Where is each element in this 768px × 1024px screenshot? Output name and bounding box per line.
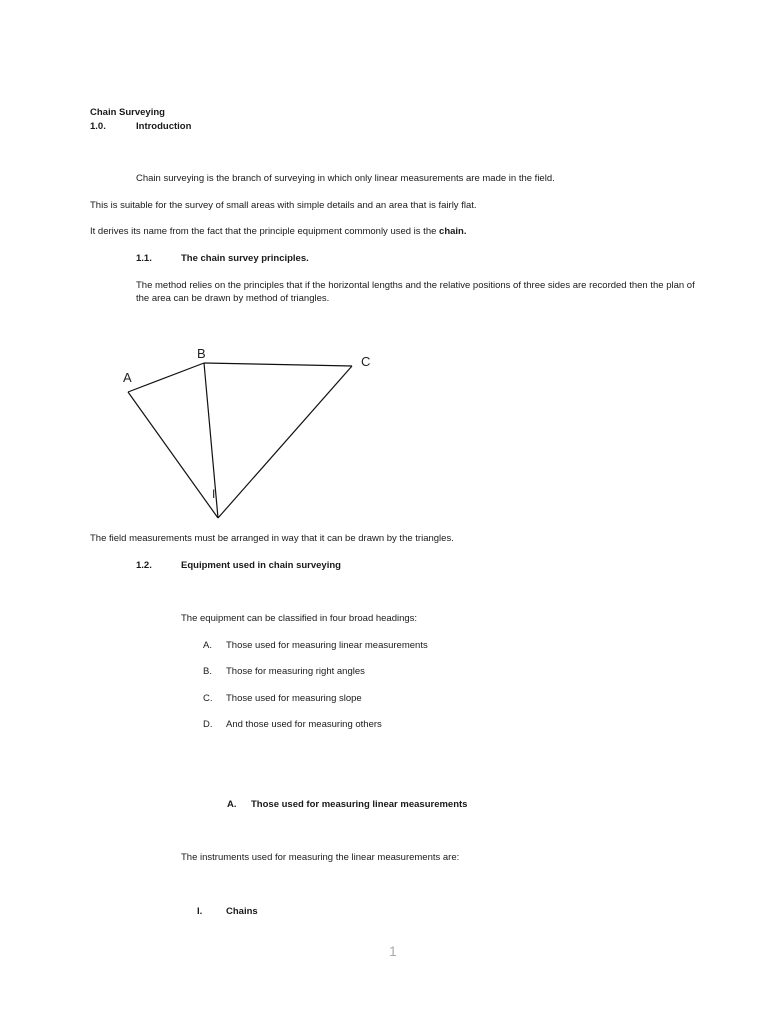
paragraph-definition: Chain surveying is the branch of surveying in which only linear measurements are made in the field. <box>136 173 555 184</box>
paragraph-field-measurements: The field measurements must be arranged in way that it can be drawn by the triangles. <box>90 533 454 544</box>
subsection-1-1-number: 1.1. <box>136 253 152 264</box>
label-c: C <box>361 354 371 369</box>
section-title: Introduction <box>136 121 192 132</box>
line-a-d <box>128 392 218 518</box>
paragraph-classification: The equipment can be classified in four broad headings: <box>181 613 418 624</box>
section-number: 1.0. <box>90 121 106 132</box>
list-item-letter: B. <box>203 666 212 677</box>
subsection-i-title: Chains <box>226 906 258 917</box>
list-item-text: Those used for measuring linear measurements <box>226 640 428 651</box>
line-a-b <box>128 363 204 392</box>
list-item-text: Those for measuring right angles <box>226 666 365 677</box>
list-item-text: Those used for measuring slope <box>226 693 362 704</box>
paragraph-name-origin-bold: chain. <box>439 226 467 237</box>
line-b-d <box>204 363 218 518</box>
label-b: B <box>197 346 206 361</box>
list-item-letter: D. <box>203 719 213 730</box>
subsection-1-2-number: 1.2. <box>136 560 152 571</box>
subsection-a-letter: A. <box>227 799 237 810</box>
subsection-1-1-title: The chain survey principles. <box>181 253 309 264</box>
paragraph-name-origin-text: It derives its name from the fact that the principle equipment commonly used is the <box>90 226 437 237</box>
paragraph-instruments: The instruments used for measuring the linear measurements are: <box>181 852 460 863</box>
paragraph-principle: The method relies on the principles that if the horizontal lengths and the relative positions of three sides are recorded then the plan of the area can be drawn by method of triangles. <box>136 280 695 304</box>
list-item-text: And those used for measuring others <box>226 719 382 730</box>
label-a: A <box>123 370 132 385</box>
subsection-a-title: Those used for measuring linear measurements <box>251 799 468 810</box>
line-c-d <box>218 366 352 518</box>
subsection-i-number: I. <box>197 906 203 917</box>
document-title: Chain Surveying <box>90 107 165 118</box>
page-number: 1 <box>389 943 397 959</box>
list-item-letter: A. <box>203 640 212 651</box>
subsection-1-2-title: Equipment used in chain surveying <box>181 560 341 571</box>
paragraph-suitability: This is suitable for the survey of small areas with simple details and an area that is fairly flat. <box>90 200 477 211</box>
label-d: I <box>212 487 216 501</box>
list-item-letter: C. <box>203 693 213 704</box>
line-b-c <box>204 363 352 366</box>
